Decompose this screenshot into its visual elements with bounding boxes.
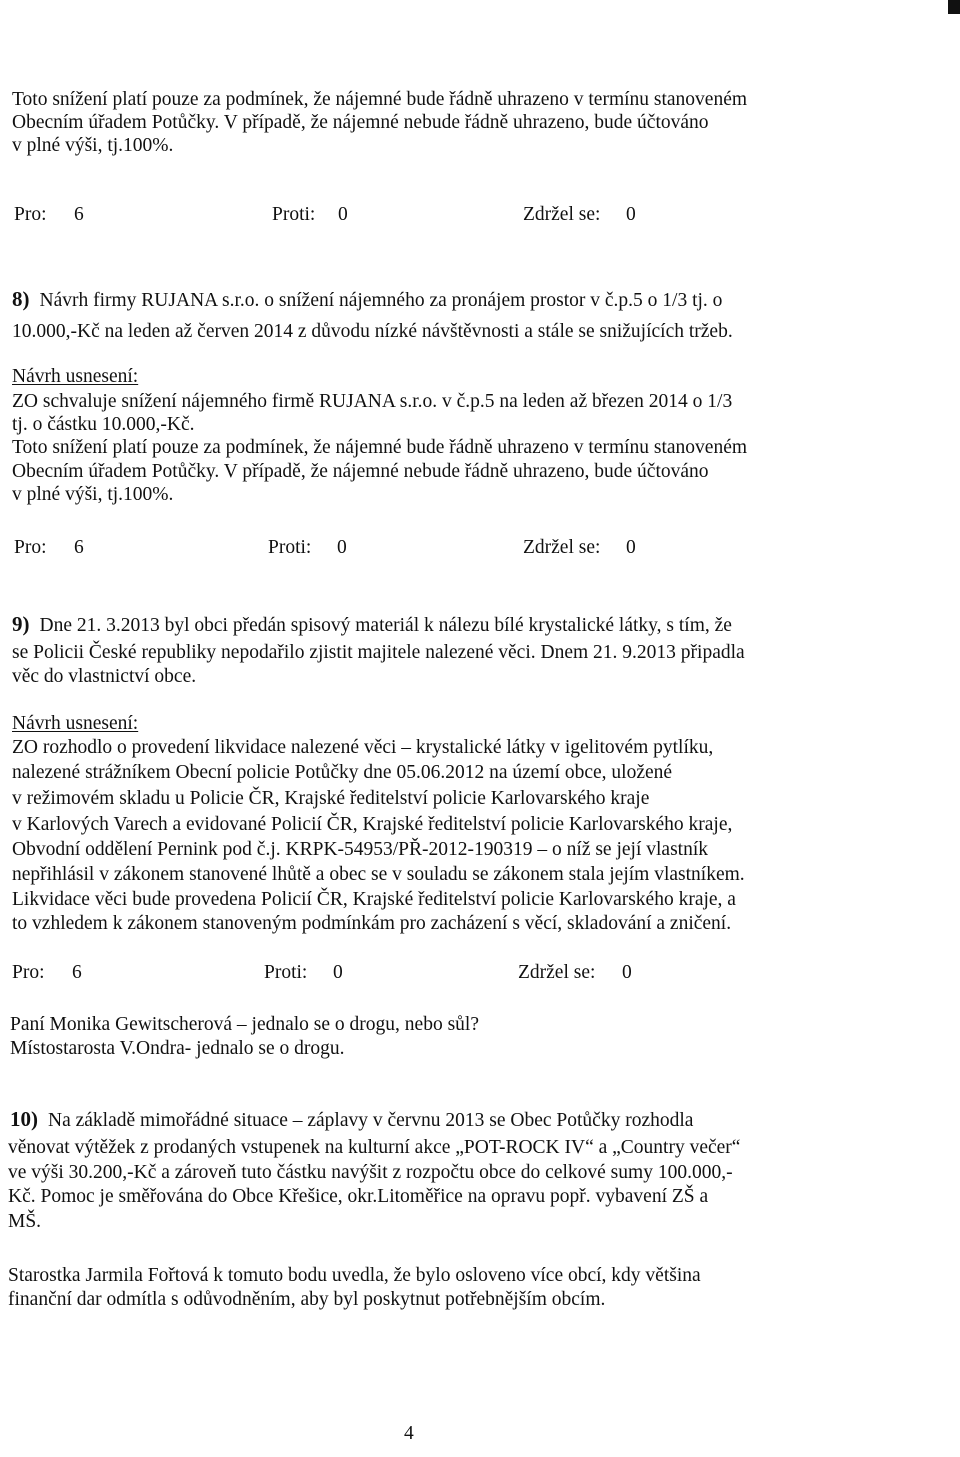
text-line: MŠ.	[8, 1211, 42, 1232]
text-line: v Karlových Varech a evidované Policií ČR, Krajské ředitelství policie Karlovarského kraje,	[12, 814, 733, 835]
vote-zdrzel-value: 0	[622, 962, 632, 983]
text-line: to vzhledem k zákonem stanoveným podmínkám pro zacházení s věcí, skladování a zničení.	[12, 913, 732, 934]
text-line: Starostka Jarmila Fořtová k tomuto bodu uvedla, že bylo osloveno více obcí, kdy většina	[8, 1265, 701, 1286]
vote-pro-value: 6	[74, 204, 84, 225]
text-line: ZO schvaluje snížení nájemného firmě RUJANA s.r.o. v č.p.5 na leden až březen 2014 o 1/3	[12, 391, 733, 412]
text-line: 10.000,-Kč na leden až červen 2014 z důvodu nízké návštěvnosti a stále se snižujících tržeb.	[12, 321, 733, 342]
text-line: Toto snížení platí pouze za podmínek, že nájemné bude řádně uhrazeno v termínu stanoveném	[12, 89, 748, 110]
vote-pro-value: 6	[74, 537, 84, 558]
text-line: nalezené strážníkem Obecní policie Potůčky dne 05.06.2012 na území obce, uložené	[12, 762, 673, 783]
item-number: 8)	[12, 287, 30, 311]
text-line: věnovat výtěžek z prodaných vstupenek na kulturní akce „POT-ROCK IV“ a „Country večer“	[8, 1137, 741, 1158]
vote-proti-label: Proti:	[272, 204, 316, 225]
item10-line: 10) Na základě mimořádné situace – záplavy v červnu 2013 se Obec Potůčky rozhodla	[10, 1107, 694, 1131]
text-line: v režimovém skladu u Policie ČR, Krajské ředitelství policie Karlovarského kraje	[12, 788, 650, 809]
item9-line: 9) Dne 21. 3.2013 byl obci předán spisový materiál k nálezu bílé krystalické látky, s tím, že	[12, 612, 732, 636]
vote-zdrzel-value: 0	[626, 204, 636, 225]
text-line: Obecním úřadem Potůčky. V případě, že nájemné nebude řádně uhrazeno, bude účtováno	[12, 112, 709, 133]
text-line: věc do vlastnictví obce.	[12, 666, 197, 687]
vote-pro-label: Pro:	[14, 204, 47, 225]
text-line: nepřihlásil v zákonem stanovené lhůtě a obec se v souladu se zákonem stala jejím vlastníkem.	[12, 864, 745, 885]
text-line: Paní Monika Gewitscherová – jednalo se o drogu, nebo sůl?	[10, 1014, 479, 1035]
text-line: ZO rozhodlo o provedení likvidace nalezené věci – krystalické látky v igelitovém pytlíku,	[12, 737, 714, 758]
text-line: finanční dar odmítla s odůvodněním, aby byl poskytnut potřebnějším obcím.	[8, 1289, 606, 1310]
vote-proti-value: 0	[338, 204, 348, 225]
text-line: Obvodní oddělení Pernink pod č.j. KRPK-54953/PŘ-2012-190319 – o níž se její vlastník	[12, 839, 708, 860]
scan-edge-mark	[948, 0, 960, 14]
text-line: v plné výši, tj.100%.	[12, 484, 174, 505]
text-line: ve výši 30.200,-Kč a zároveň tuto částku navýšit z rozpočtu obce do celkové sumy 100.000,-	[8, 1162, 733, 1183]
item8-line: 8) Návrh firmy RUJANA s.r.o. o snížení nájemného za pronájem prostor v č.p.5 o 1/3 tj. o	[12, 287, 723, 311]
vote-pro-label: Pro:	[12, 962, 45, 983]
vote-zdrzel-label: Zdržel se:	[523, 204, 601, 225]
text-line: Likvidace věci bude provedena Policií ČR, Krajské ředitelství policie Karlovarského kraje, a	[12, 889, 736, 910]
vote-pro-label: Pro:	[14, 537, 47, 558]
vote-pro-value: 6	[72, 962, 82, 983]
text-line: Obecním úřadem Potůčky. V případě, že nájemné nebude řádně uhrazeno, bude účtováno	[12, 461, 709, 482]
text-line: Toto snížení platí pouze za podmínek, že nájemné bude řádně uhrazeno v termínu stanoveném	[12, 437, 748, 458]
vote-proti-value: 0	[337, 537, 347, 558]
text-line: Místostarosta V.Ondra- jednalo se o drogu.	[10, 1038, 345, 1059]
proposal-heading: Návrh usnesení:	[12, 366, 139, 387]
vote-zdrzel-label: Zdržel se:	[518, 962, 596, 983]
vote-proti-label: Proti:	[268, 537, 312, 558]
text-line: tj. o částku 10.000,-Kč.	[12, 414, 195, 435]
proposal-heading: Návrh usnesení:	[12, 713, 139, 734]
text-line: se Policii České republiky nepodařilo zjistit majitele nalezené věci. Dnem 21. 9.2013 připadla	[12, 642, 745, 663]
text-line: v plné výši, tj.100%.	[12, 135, 174, 156]
vote-zdrzel-value: 0	[626, 537, 636, 558]
vote-zdrzel-label: Zdržel se:	[523, 537, 601, 558]
vote-proti-label: Proti:	[264, 962, 308, 983]
vote-proti-value: 0	[333, 962, 343, 983]
text-line: Kč. Pomoc je směřována do Obce Křešice, okr.Litoměřice na opravu popř. vybavení ZŠ a	[8, 1186, 709, 1207]
item-number: 9)	[12, 612, 30, 636]
item-number: 10)	[10, 1107, 38, 1131]
page-number: 4	[404, 1423, 414, 1444]
